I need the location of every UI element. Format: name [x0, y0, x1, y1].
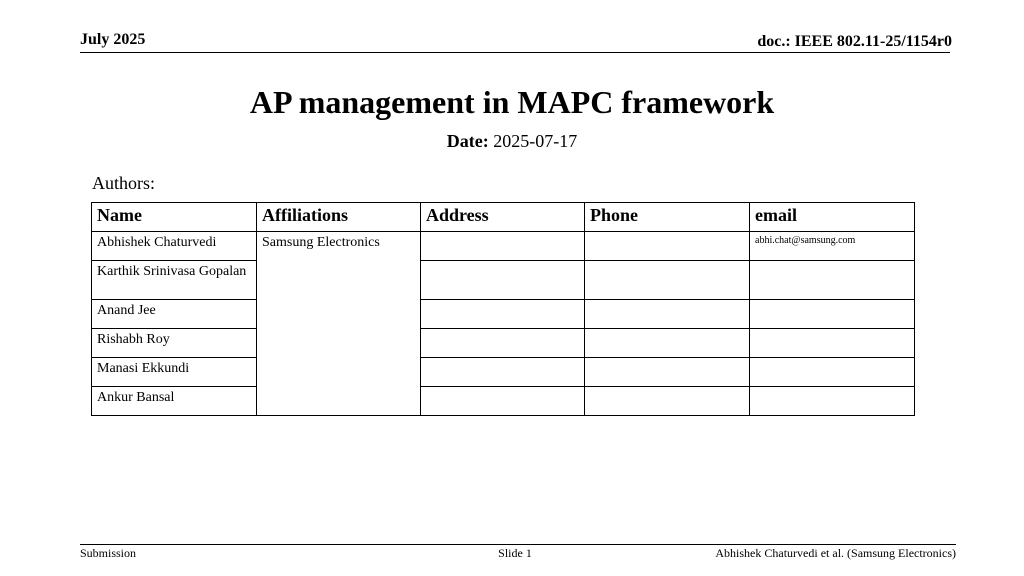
author-name: Karthik Srinivasa Gopalan — [92, 261, 257, 300]
header-doc-id: doc.: IEEE 802.11-25/1154r0 — [757, 33, 952, 50]
author-address — [421, 387, 585, 416]
author-email — [750, 358, 915, 387]
author-affiliation: Samsung Electronics — [257, 232, 421, 416]
header-phone: Phone — [585, 203, 750, 232]
author-address — [421, 261, 585, 300]
table-row — [92, 329, 915, 358]
author-address — [421, 232, 585, 261]
author-email — [750, 329, 915, 358]
author-name: Ankur Bansal — [92, 387, 257, 416]
authors-label: Authors: — [92, 173, 155, 193]
slide-title: AP management in MAPC framework — [249, 84, 775, 120]
footer-slide-number: Slide 1 — [498, 546, 532, 560]
author-email — [750, 261, 915, 300]
date-label: Date: — [446, 131, 489, 151]
author-address — [421, 329, 585, 358]
header-affiliations: Affiliations — [257, 203, 421, 232]
table-header-row — [92, 203, 915, 232]
author-name: Abhishek Chaturvedi — [92, 232, 257, 261]
header-date: July 2025 — [80, 31, 146, 48]
author-address — [421, 358, 585, 387]
author-phone — [585, 387, 750, 416]
table-row — [92, 261, 915, 300]
author-phone — [585, 329, 750, 358]
author-name: Rishabh Roy — [92, 329, 257, 358]
authors-table — [91, 202, 915, 416]
footer-divider — [80, 544, 956, 545]
author-address — [421, 300, 585, 329]
author-email: abhi.chat@samsung.com — [750, 232, 915, 261]
table-row — [92, 232, 915, 261]
table-row — [92, 300, 915, 329]
header-address: Address — [421, 203, 585, 232]
table-row — [92, 358, 915, 387]
table-row — [92, 387, 915, 416]
footer-author: Abhishek Chaturvedi et al. (Samsung Electronics) — [715, 546, 956, 560]
author-name: Manasi Ekkundi — [92, 358, 257, 387]
header-name: Name — [92, 203, 257, 232]
header-email: email — [750, 203, 915, 232]
footer-submission: Submission — [80, 546, 137, 560]
date-value: 2025-07-17 — [493, 131, 578, 151]
author-phone — [585, 232, 750, 261]
author-email — [750, 300, 915, 329]
author-phone — [585, 261, 750, 300]
author-phone — [585, 300, 750, 329]
date-line — [0, 131, 1024, 152]
author-phone — [585, 358, 750, 387]
author-email — [750, 387, 915, 416]
author-name: Anand Jee — [92, 300, 257, 329]
header-divider — [80, 52, 950, 53]
